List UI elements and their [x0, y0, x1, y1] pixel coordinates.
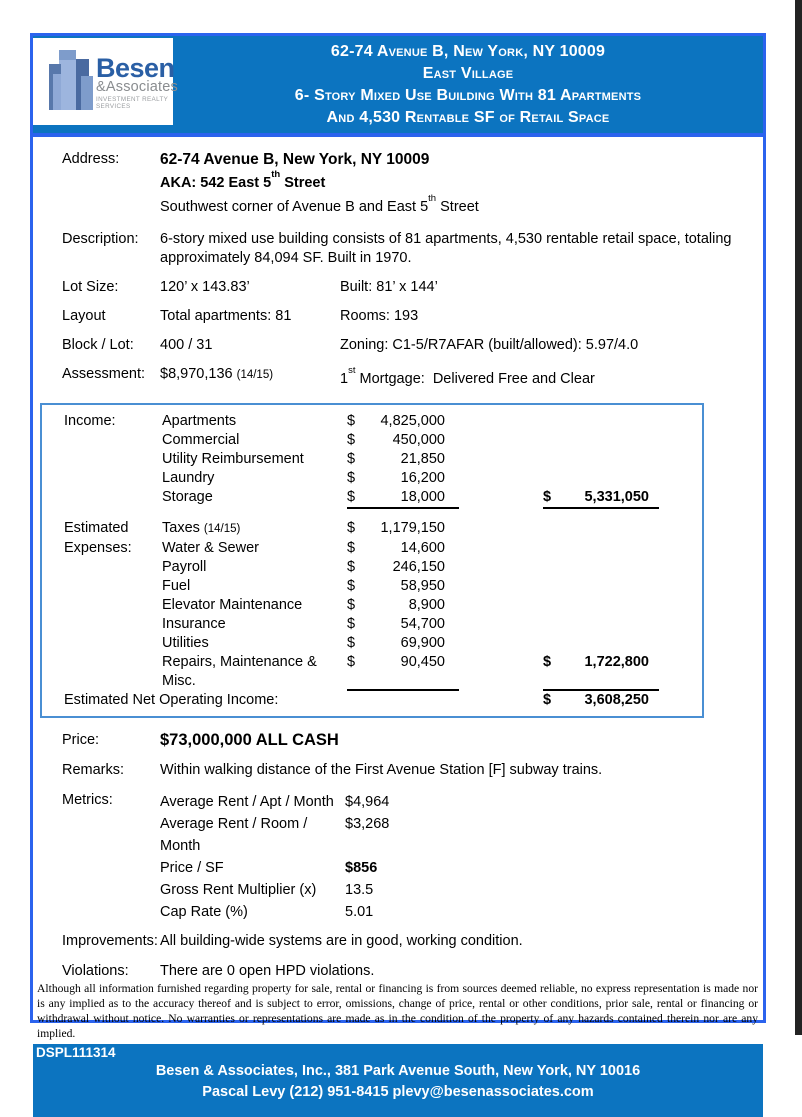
income-total: $ 5,331,050 [543, 488, 659, 509]
expense-total-row [64, 653, 702, 691]
expense-item: Water & Sewer [162, 540, 259, 557]
income-item: Utility Reimbursement [162, 451, 304, 468]
metrics-row [62, 791, 763, 923]
income-amount: $ 21,850 [347, 451, 445, 468]
metric-item [160, 857, 763, 879]
expense-item: Insurance [162, 616, 226, 633]
expenses-label-line1: Estimated [64, 520, 129, 537]
expense-item: Utilities [162, 635, 209, 652]
expense-row [64, 539, 702, 558]
income-item: Apartments [162, 413, 237, 430]
expense-row [64, 519, 702, 539]
expense-item: Fuel [162, 578, 191, 595]
header-banner [33, 36, 763, 137]
address-value [160, 150, 752, 217]
expense-row [64, 634, 702, 653]
footer-company-line: Besen & Associates, Inc., 381 Park Avenue South, New York, NY 10016 [155, 1063, 641, 1080]
metrics-list [160, 791, 763, 923]
address-row [62, 150, 763, 217]
footer-contact-line: Pascal Levy (212) 951-8415 plevy@besenassociates.com [202, 1084, 594, 1101]
income-row [64, 469, 702, 488]
flyer-body [33, 137, 763, 1044]
metric-value: $4,964 [345, 794, 390, 811]
expense-row [64, 577, 702, 596]
improvements-text: All building-wide systems are in good, working condition. [160, 933, 523, 950]
assessment-value: $8,970,136 (14/15) [160, 365, 274, 382]
violations-row [62, 962, 763, 981]
scrollbar-track[interactable] [795, 0, 802, 1035]
lot-size-value: 120’ x 143.83’ [160, 278, 250, 295]
logo-suffix: &Associates [96, 79, 178, 95]
income-row [64, 450, 702, 469]
address-line2: AKA: 542 East 5th Street [160, 169, 326, 191]
expense-amount: $ 1,179,150 [347, 520, 445, 537]
expense-amount: $ 69,900 [347, 635, 445, 652]
lot-size-label: Lot Size: [62, 278, 119, 295]
block-lot-row [62, 336, 763, 355]
metrics-label: Metrics: [62, 792, 113, 809]
zoning-value: Zoning: C1-5/R7AFAR (built/allowed): 5.97/4.0 [340, 336, 639, 353]
metric-value: 13.5 [345, 882, 374, 899]
expense-item: Taxes (14/15) [162, 520, 241, 537]
income-item: Commercial [162, 432, 240, 449]
expenses-label-line2: Expenses: [64, 540, 132, 557]
expense-row [64, 558, 702, 577]
header-title-block [173, 36, 763, 129]
remarks-row [62, 761, 763, 780]
price-label: Price: [62, 732, 100, 749]
header-title-line1: 62-74 Avenue B, New York, NY 10009 [330, 43, 606, 60]
metric-value: 5.01 [345, 904, 374, 921]
built-size-value: Built: 81’ x 144’ [340, 278, 438, 295]
address-line1: 62-74 Avenue B, New York, NY 10009 [160, 151, 430, 168]
improvements-label: Improvements: [62, 933, 158, 950]
income-row [64, 431, 702, 450]
legal-disclaimer: Although all information furnished regarding property for sale, rental or financing is from sources deemed reliable, no express representation is made nor is any implied as to the accuracy thereof and is subject to error, omissions, change of price, rental or other conditions, prior sale, rental or financing or withdrawal without notice. No warranties or representations are made as in the condition of the property of any hazards contained therein nor are any implied. [37, 982, 758, 1041]
metric-item [160, 813, 763, 857]
price-value: $73,000,000 ALL CASH [160, 731, 339, 750]
expense-row [64, 596, 702, 615]
income-item: Storage [162, 489, 213, 506]
header-title-line2: East Village [422, 65, 514, 82]
listing-code: DSPL111314 [36, 1045, 116, 1061]
income-amount: $ 18,000 [347, 488, 459, 509]
address-label: Address: [62, 151, 120, 167]
total-apartments-value: Total apartments: 81 [160, 307, 292, 324]
lot-size-row [62, 278, 763, 297]
rooms-value: Rooms: 193 [340, 307, 419, 324]
metric-item [160, 791, 763, 813]
income-amount: $ 16,200 [347, 470, 445, 487]
income-expense-box [40, 403, 704, 718]
metric-name: Average Rent / Room / Month [160, 816, 308, 855]
improvements-row [62, 932, 763, 951]
metric-name: Average Rent / Apt / Month [160, 794, 334, 811]
income-total-row [64, 488, 702, 509]
violations-label: Violations: [62, 963, 129, 980]
assessment-label: Assessment: [62, 365, 145, 382]
flyer-document [30, 33, 766, 1101]
noi-total: $ 3,608,250 [543, 692, 649, 709]
expense-amount: $ 246,150 [347, 559, 445, 576]
price-row [62, 731, 763, 750]
remarks-label: Remarks: [62, 762, 125, 779]
expense-amount: $ 8,900 [347, 597, 445, 614]
mortgage-value: 1st Mortgage: Delivered Free and Clear [340, 364, 595, 387]
logo-wordmark: Besen [96, 53, 175, 83]
header-title-line3: 6- Story Mixed Use Building With 81 Apartments [294, 87, 642, 104]
assessment-row [62, 365, 763, 389]
income-item: Laundry [162, 470, 215, 487]
expense-item: Elevator Maintenance [162, 597, 303, 614]
metric-item [160, 879, 763, 901]
expense-amount: $ 14,600 [347, 540, 445, 557]
block-lot-value: 400 / 31 [160, 336, 213, 353]
metric-name: Price / SF [160, 860, 224, 877]
description-text: 6-story mixed use building consists of 81 apartments, 4,530 rentable retail space, totaling approximately 84,094 SF. Built in 1970. [160, 230, 732, 266]
expense-item: Payroll [162, 559, 207, 576]
layout-label: Layout [62, 307, 106, 324]
description-label: Description: [62, 230, 139, 247]
remarks-text: Within walking distance of the First Avenue Station [F] subway trains. [160, 762, 603, 779]
violations-text: There are 0 open HPD violations. [160, 963, 375, 980]
noi-label: Estimated Net Operating Income: [64, 692, 279, 709]
income-amount: $ 4,825,000 [347, 413, 445, 430]
description-row [62, 230, 763, 268]
logo-tagline: INVESTMENT REALTY SERVICES [96, 96, 169, 110]
expense-amount: $ 54,700 [347, 616, 445, 633]
footer-banner [33, 1044, 763, 1117]
layout-row [62, 307, 763, 326]
header-title-line4: And 4,530 Rentable SF of Retail Space [326, 109, 610, 126]
income-amount: $ 450,000 [347, 432, 445, 449]
metric-item [160, 901, 763, 923]
expense-item: Repairs, Maintenance & Misc. [162, 654, 317, 690]
buildings-icon [47, 50, 93, 110]
metric-name: Gross Rent Multiplier (x) [160, 882, 317, 899]
expense-amount: $ 58,950 [347, 578, 445, 595]
block-lot-label: Block / Lot: [62, 336, 134, 353]
metric-value: $3,268 [345, 816, 390, 833]
expense-amount: $ 90,450 [347, 653, 459, 691]
metric-value: $856 [345, 860, 378, 877]
noi-row [64, 691, 702, 710]
address-line3: Southwest corner of Avenue B and East 5th Street [160, 192, 479, 215]
besen-logo [33, 38, 178, 125]
expense-row [64, 615, 702, 634]
metric-name: Cap Rate (%) [160, 904, 248, 921]
income-label: Income: [64, 413, 116, 430]
income-row [64, 412, 702, 431]
expense-total: $ 1,722,800 [543, 653, 659, 691]
